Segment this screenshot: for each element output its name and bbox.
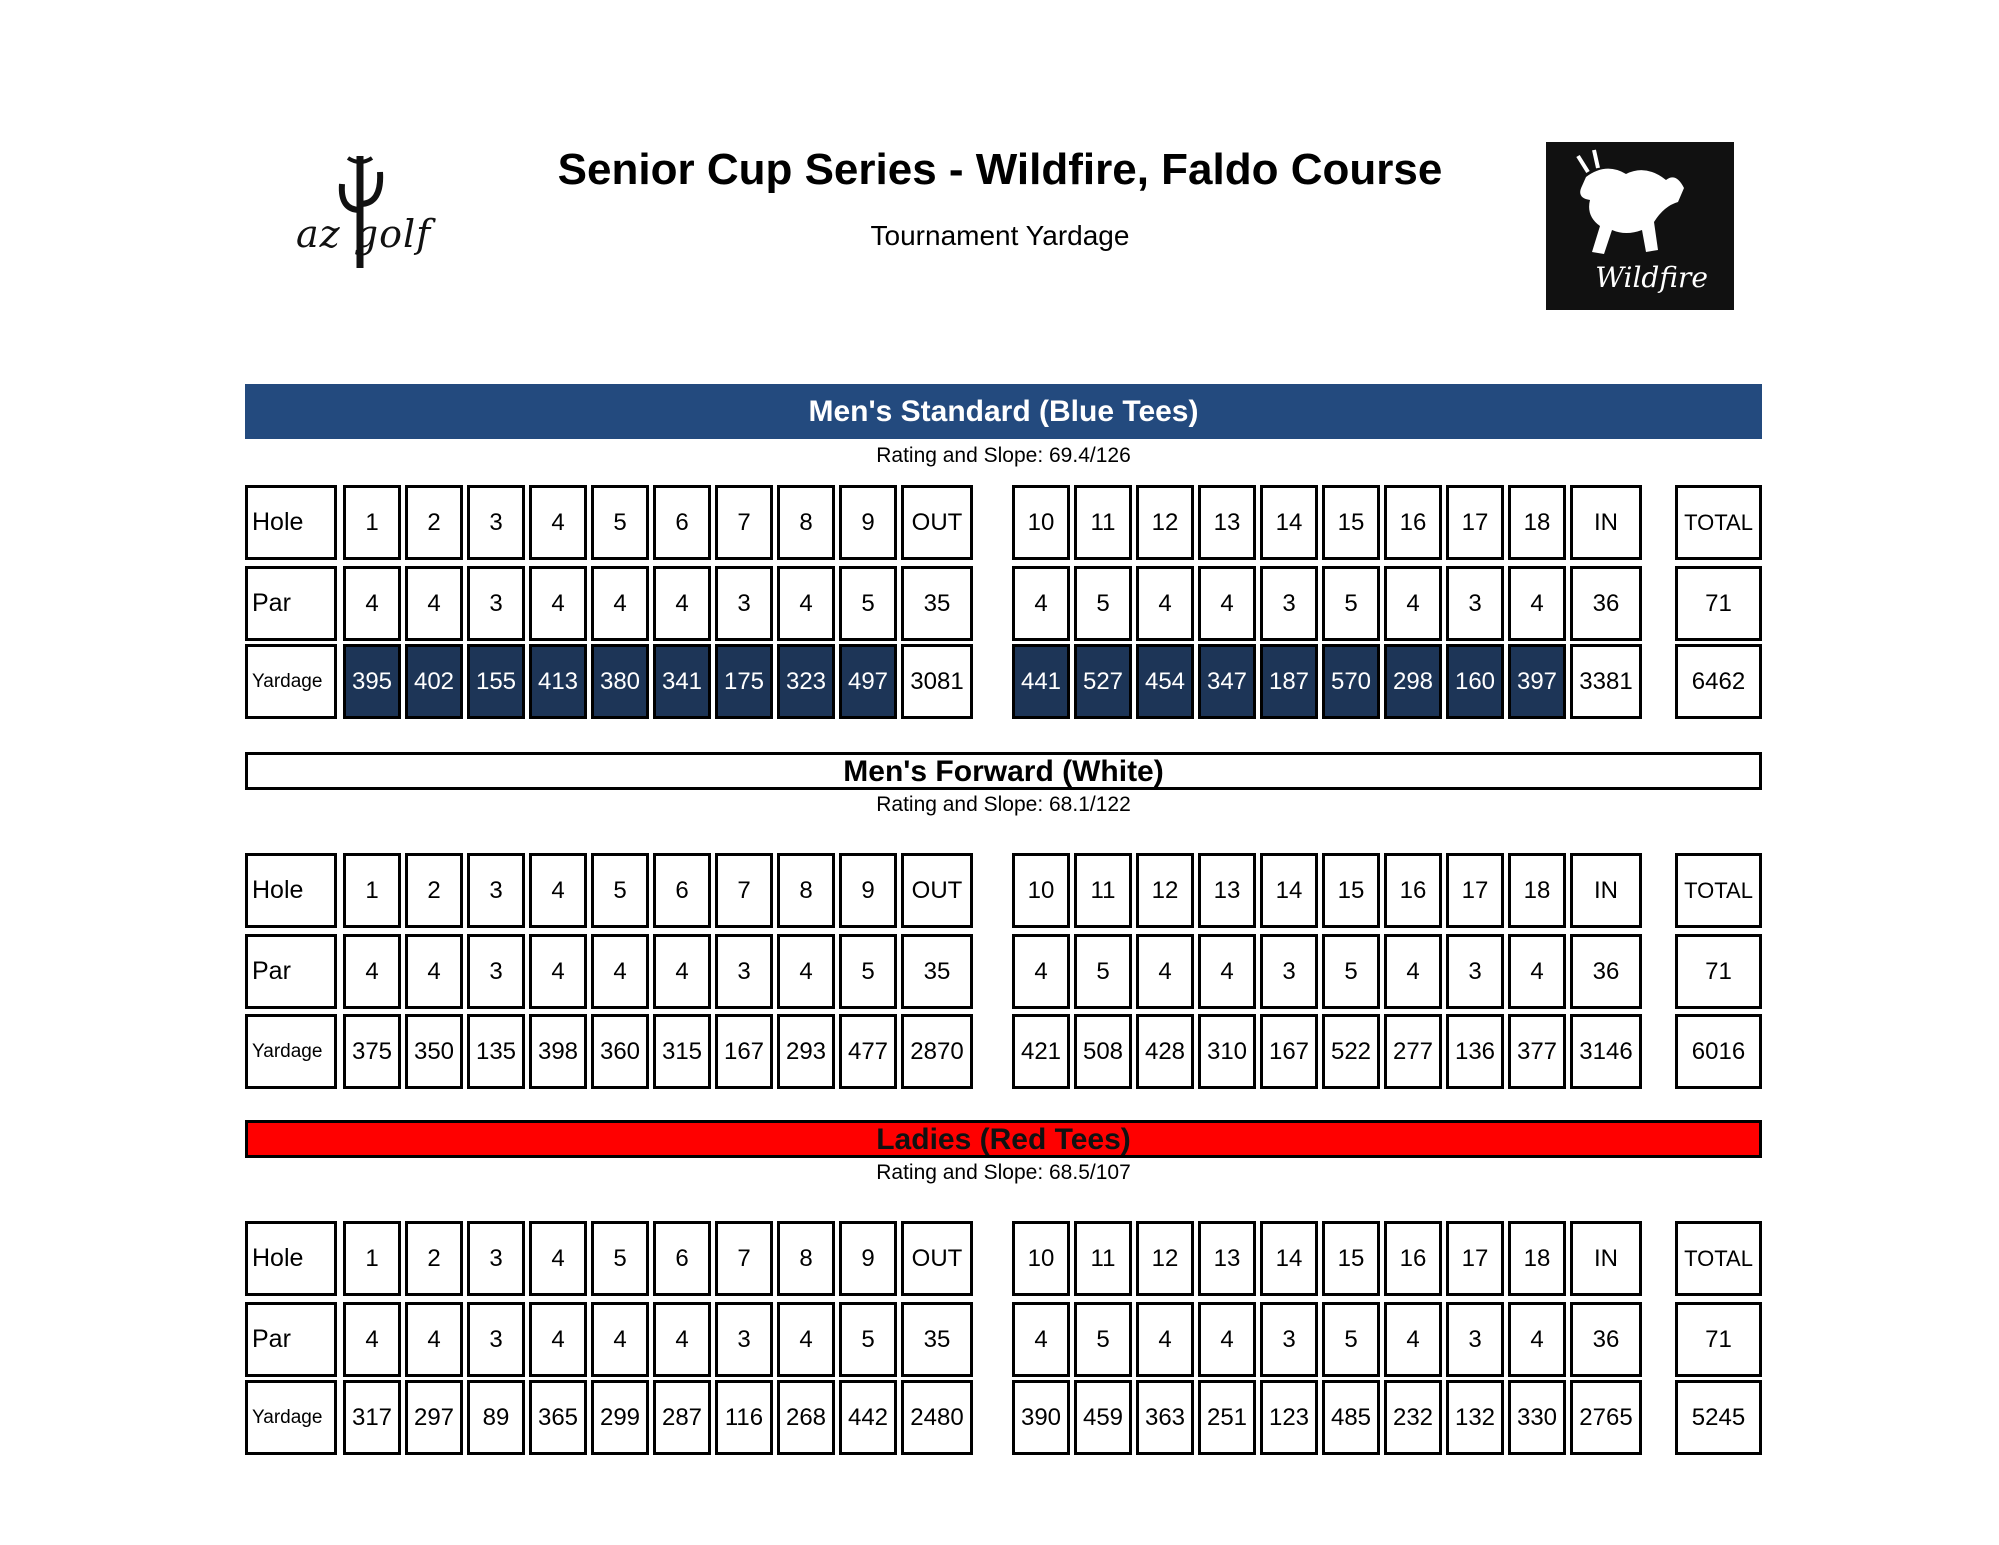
par-row-cell: 5	[1322, 566, 1380, 641]
hole-row-cell: 6	[653, 853, 711, 928]
yardage-row-cell: 395	[343, 644, 401, 719]
hole-row-cell: 9	[839, 485, 897, 560]
par-row-cell: 4	[591, 934, 649, 1009]
par-row-cell: 5	[1074, 1302, 1132, 1377]
hole-row-cell: 9	[839, 1221, 897, 1296]
hole-row-cell: 14	[1260, 853, 1318, 928]
par-row-cell: 4	[405, 934, 463, 1009]
par-row-cell: 3	[715, 934, 773, 1009]
yardage-row-cell: 317	[343, 1380, 401, 1455]
par-row-cell: 5	[1322, 1302, 1380, 1377]
yardage-row-cell: 89	[467, 1380, 525, 1455]
yardage-row-cell: 297	[405, 1380, 463, 1455]
par-row-cell: 4	[343, 1302, 401, 1377]
hole-row-cell: 4	[529, 853, 587, 928]
par-row-cell: 4	[343, 934, 401, 1009]
yardage-row-out-cell: 2480	[901, 1380, 973, 1455]
par-row-out-cell: 35	[901, 934, 973, 1009]
par-row-cell: 4	[777, 566, 835, 641]
yardage-row-cell: 454	[1136, 644, 1194, 719]
par-row-cell: 4	[1136, 566, 1194, 641]
hole-row-cell: 2	[405, 853, 463, 928]
par-row-cell: 3	[1260, 1302, 1318, 1377]
par-row-cell: 4	[653, 566, 711, 641]
par-row-cell: 5	[1074, 934, 1132, 1009]
yardage-row-cell: 232	[1384, 1380, 1442, 1455]
red-tees-banner: Ladies (Red Tees)	[245, 1120, 1762, 1158]
par-row-total-cell: 71	[1675, 566, 1762, 641]
hole-row-in-cell: IN	[1570, 853, 1642, 928]
hole-row-total-cell: TOTAL	[1675, 1221, 1762, 1296]
par-row-cell: 3	[1446, 566, 1504, 641]
yardage-row-cell: 375	[343, 1014, 401, 1089]
hole-row-cell: 8	[777, 485, 835, 560]
yardage-row-label: Yardage	[245, 1380, 337, 1455]
par-row-cell: 4	[1384, 1302, 1442, 1377]
yardage-row-cell: 360	[591, 1014, 649, 1089]
yardage-row-cell: 116	[715, 1380, 773, 1455]
hole-row-cell: 3	[467, 1221, 525, 1296]
yardage-row-cell: 315	[653, 1014, 711, 1089]
yardage-row-cell: 167	[715, 1014, 773, 1089]
yardage-row-in-cell: 3146	[1570, 1014, 1642, 1089]
yardage-row-cell: 175	[715, 644, 773, 719]
hole-row-cell: 14	[1260, 1221, 1318, 1296]
yardage-row-cell: 477	[839, 1014, 897, 1089]
hole-row-cell: 17	[1446, 853, 1504, 928]
par-row-total-cell: 71	[1675, 934, 1762, 1009]
par-row-cell: 4	[529, 1302, 587, 1377]
yardage-row-cell: 135	[467, 1014, 525, 1089]
hole-row-cell: 16	[1384, 1221, 1442, 1296]
yardage-row-cell: 341	[653, 644, 711, 719]
yardage-row-out-cell: 3081	[901, 644, 973, 719]
hole-row-cell: 16	[1384, 853, 1442, 928]
par-row-cell: 5	[839, 566, 897, 641]
par-row-cell: 4	[777, 1302, 835, 1377]
par-row-cell: 4	[343, 566, 401, 641]
yardage-row-cell: 155	[467, 644, 525, 719]
yardage-row-cell: 323	[777, 644, 835, 719]
hole-row-cell: 7	[715, 853, 773, 928]
blue-tees-rating: Rating and Slope: 69.4/126	[876, 444, 1131, 467]
yardage-row-cell: 268	[777, 1380, 835, 1455]
hole-row-cell: 6	[653, 1221, 711, 1296]
par-row-cell: 3	[1260, 934, 1318, 1009]
hole-row-cell: 3	[467, 853, 525, 928]
yardage-row-cell: 397	[1508, 644, 1566, 719]
yardage-row-total-cell: 5245	[1675, 1380, 1762, 1455]
par-row-cell: 4	[1508, 934, 1566, 1009]
par-row-cell: 4	[1012, 1302, 1070, 1377]
hole-row-cell: 10	[1012, 485, 1070, 560]
hole-row-cell: 7	[715, 485, 773, 560]
hole-row-out-cell: OUT	[901, 1221, 973, 1296]
par-row-cell: 4	[591, 566, 649, 641]
hole-row-cell: 5	[591, 853, 649, 928]
yardage-row-cell: 570	[1322, 644, 1380, 719]
yardage-row-total-cell: 6462	[1675, 644, 1762, 719]
hole-row-cell: 4	[529, 485, 587, 560]
par-row-cell: 5	[1322, 934, 1380, 1009]
par-row-cell: 4	[1136, 934, 1194, 1009]
yardage-row-total-cell: 6016	[1675, 1014, 1762, 1089]
par-row-cell: 3	[1446, 1302, 1504, 1377]
yardage-row-cell: 377	[1508, 1014, 1566, 1089]
yardage-row-cell: 287	[653, 1380, 711, 1455]
par-row-cell: 4	[1136, 1302, 1194, 1377]
hole-row-cell: 11	[1074, 485, 1132, 560]
yardage-row-cell: 298	[1384, 644, 1442, 719]
yardage-row-cell: 132	[1446, 1380, 1504, 1455]
hole-row-cell: 8	[777, 1221, 835, 1296]
par-row-cell: 4	[653, 934, 711, 1009]
par-row-out-cell: 35	[901, 1302, 973, 1377]
white-tees-rating: Rating and Slope: 68.1/122	[876, 793, 1131, 816]
hole-row-cell: 17	[1446, 485, 1504, 560]
par-row-cell: 5	[839, 934, 897, 1009]
hole-row-cell: 13	[1198, 485, 1256, 560]
hole-row-label: Hole	[245, 1221, 337, 1296]
yardage-row-cell: 380	[591, 644, 649, 719]
hole-row-cell: 12	[1136, 485, 1194, 560]
par-row-cell: 3	[467, 566, 525, 641]
hole-row-cell: 11	[1074, 853, 1132, 928]
par-row-cell: 4	[1384, 566, 1442, 641]
hole-row-cell: 5	[591, 1221, 649, 1296]
par-row-in-cell: 36	[1570, 566, 1642, 641]
hole-row-out-cell: OUT	[901, 853, 973, 928]
yardage-row-label: Yardage	[245, 1014, 337, 1089]
par-row-cell: 4	[591, 1302, 649, 1377]
hole-row-cell: 11	[1074, 1221, 1132, 1296]
yardage-row-cell: 277	[1384, 1014, 1442, 1089]
hole-row-cell: 6	[653, 485, 711, 560]
par-row-cell: 5	[839, 1302, 897, 1377]
hole-row-cell: 15	[1322, 1221, 1380, 1296]
par-row-cell: 3	[715, 1302, 773, 1377]
yardage-row-cell: 421	[1012, 1014, 1070, 1089]
par-row-label: Par	[245, 1302, 337, 1377]
hole-row-cell: 18	[1508, 853, 1566, 928]
hole-row-in-cell: IN	[1570, 485, 1642, 560]
page-subtitle: Tournament Yardage	[870, 220, 1130, 251]
hole-row-cell: 16	[1384, 485, 1442, 560]
hole-row-cell: 5	[591, 485, 649, 560]
white-tees-banner: Men's Forward (White)	[245, 752, 1762, 790]
par-row-cell: 3	[467, 1302, 525, 1377]
hole-row-cell: 13	[1198, 853, 1256, 928]
hole-row-total-cell: TOTAL	[1675, 853, 1762, 928]
page-title: Senior Cup Series - Wildfire, Faldo Course	[557, 145, 1443, 194]
hole-row-cell: 4	[529, 1221, 587, 1296]
hole-row-label: Hole	[245, 485, 337, 560]
hole-row-out-cell: OUT	[901, 485, 973, 560]
hole-row-cell: 10	[1012, 853, 1070, 928]
par-row-cell: 4	[1508, 566, 1566, 641]
hole-row-cell: 8	[777, 853, 835, 928]
hole-row-cell: 18	[1508, 485, 1566, 560]
par-row-cell: 4	[1508, 1302, 1566, 1377]
yardage-row-cell: 428	[1136, 1014, 1194, 1089]
par-row-cell: 4	[1198, 1302, 1256, 1377]
par-row-cell: 4	[405, 566, 463, 641]
par-row-total-cell: 71	[1675, 1302, 1762, 1377]
yardage-row-in-cell: 3381	[1570, 644, 1642, 719]
hole-row-cell: 10	[1012, 1221, 1070, 1296]
yardage-row-cell: 527	[1074, 644, 1132, 719]
par-row-out-cell: 35	[901, 566, 973, 641]
yardage-row-cell: 508	[1074, 1014, 1132, 1089]
yardage-row-cell: 497	[839, 644, 897, 719]
par-row-cell: 4	[1012, 934, 1070, 1009]
par-row-label: Par	[245, 566, 337, 641]
hole-row-label: Hole	[245, 853, 337, 928]
hole-row-cell: 1	[343, 485, 401, 560]
par-row-cell: 4	[1198, 934, 1256, 1009]
par-row-label: Par	[245, 934, 337, 1009]
red-tees-rating: Rating and Slope: 68.5/107	[876, 1161, 1131, 1184]
yardage-row-cell: 310	[1198, 1014, 1256, 1089]
hole-row-cell: 15	[1322, 485, 1380, 560]
yardage-row-cell: 350	[405, 1014, 463, 1089]
hole-row-cell: 17	[1446, 1221, 1504, 1296]
yardage-row-cell: 330	[1508, 1380, 1566, 1455]
yardage-row-cell: 293	[777, 1014, 835, 1089]
azgolf-logo	[290, 150, 460, 270]
hole-row-cell: 1	[343, 853, 401, 928]
par-row-cell: 3	[1260, 566, 1318, 641]
yardage-row-cell: 413	[529, 644, 587, 719]
par-row-in-cell: 36	[1570, 934, 1642, 1009]
wildfire-logo-text: Wildfire	[1595, 261, 1708, 294]
yardage-row-cell: 167	[1260, 1014, 1318, 1089]
yardage-row-cell: 459	[1074, 1380, 1132, 1455]
hole-row-cell: 15	[1322, 853, 1380, 928]
yardage-row-cell: 299	[591, 1380, 649, 1455]
hole-row-cell: 12	[1136, 1221, 1194, 1296]
yardage-row-cell: 251	[1198, 1380, 1256, 1455]
hole-row-cell: 2	[405, 485, 463, 560]
par-row-cell: 4	[777, 934, 835, 1009]
par-row-cell: 3	[1446, 934, 1504, 1009]
yardage-row-cell: 160	[1446, 644, 1504, 719]
yardage-row-cell: 187	[1260, 644, 1318, 719]
yardage-row-cell: 441	[1012, 644, 1070, 719]
hole-row-cell: 2	[405, 1221, 463, 1296]
hole-row-cell: 7	[715, 1221, 773, 1296]
hole-row-cell: 12	[1136, 853, 1194, 928]
hole-row-cell: 3	[467, 485, 525, 560]
hole-row-cell: 1	[343, 1221, 401, 1296]
azgolf-logo-text: az golf	[296, 212, 432, 256]
hole-row-cell: 13	[1198, 1221, 1256, 1296]
hole-row-cell: 18	[1508, 1221, 1566, 1296]
yardage-row-label: Yardage	[245, 644, 337, 719]
par-row-cell: 5	[1074, 566, 1132, 641]
hole-row-in-cell: IN	[1570, 1221, 1642, 1296]
yardage-row-cell: 485	[1322, 1380, 1380, 1455]
par-row-cell: 3	[715, 566, 773, 641]
yardage-row-in-cell: 2765	[1570, 1380, 1642, 1455]
par-row-in-cell: 36	[1570, 1302, 1642, 1377]
hole-row-cell: 14	[1260, 485, 1318, 560]
par-row-cell: 3	[467, 934, 525, 1009]
yardage-row-cell: 365	[529, 1380, 587, 1455]
blue-tees-banner: Men's Standard (Blue Tees)	[245, 384, 1762, 439]
yardage-row-cell: 522	[1322, 1014, 1380, 1089]
yardage-row-cell: 136	[1446, 1014, 1504, 1089]
yardage-row-cell: 442	[839, 1380, 897, 1455]
hole-row-cell: 9	[839, 853, 897, 928]
wildfire-logo	[1546, 142, 1734, 310]
par-row-cell: 4	[1198, 566, 1256, 641]
hole-row-total-cell: TOTAL	[1675, 485, 1762, 560]
yardage-row-cell: 402	[405, 644, 463, 719]
par-row-cell: 4	[1384, 934, 1442, 1009]
yardage-row-cell: 390	[1012, 1380, 1070, 1455]
par-row-cell: 4	[653, 1302, 711, 1377]
par-row-cell: 4	[405, 1302, 463, 1377]
yardage-row-cell: 347	[1198, 644, 1256, 719]
yardage-row-cell: 398	[529, 1014, 587, 1089]
yardage-row-cell: 363	[1136, 1380, 1194, 1455]
par-row-cell: 4	[1012, 566, 1070, 641]
yardage-row-cell: 123	[1260, 1380, 1318, 1455]
par-row-cell: 4	[529, 566, 587, 641]
yardage-row-out-cell: 2870	[901, 1014, 973, 1089]
par-row-cell: 4	[529, 934, 587, 1009]
